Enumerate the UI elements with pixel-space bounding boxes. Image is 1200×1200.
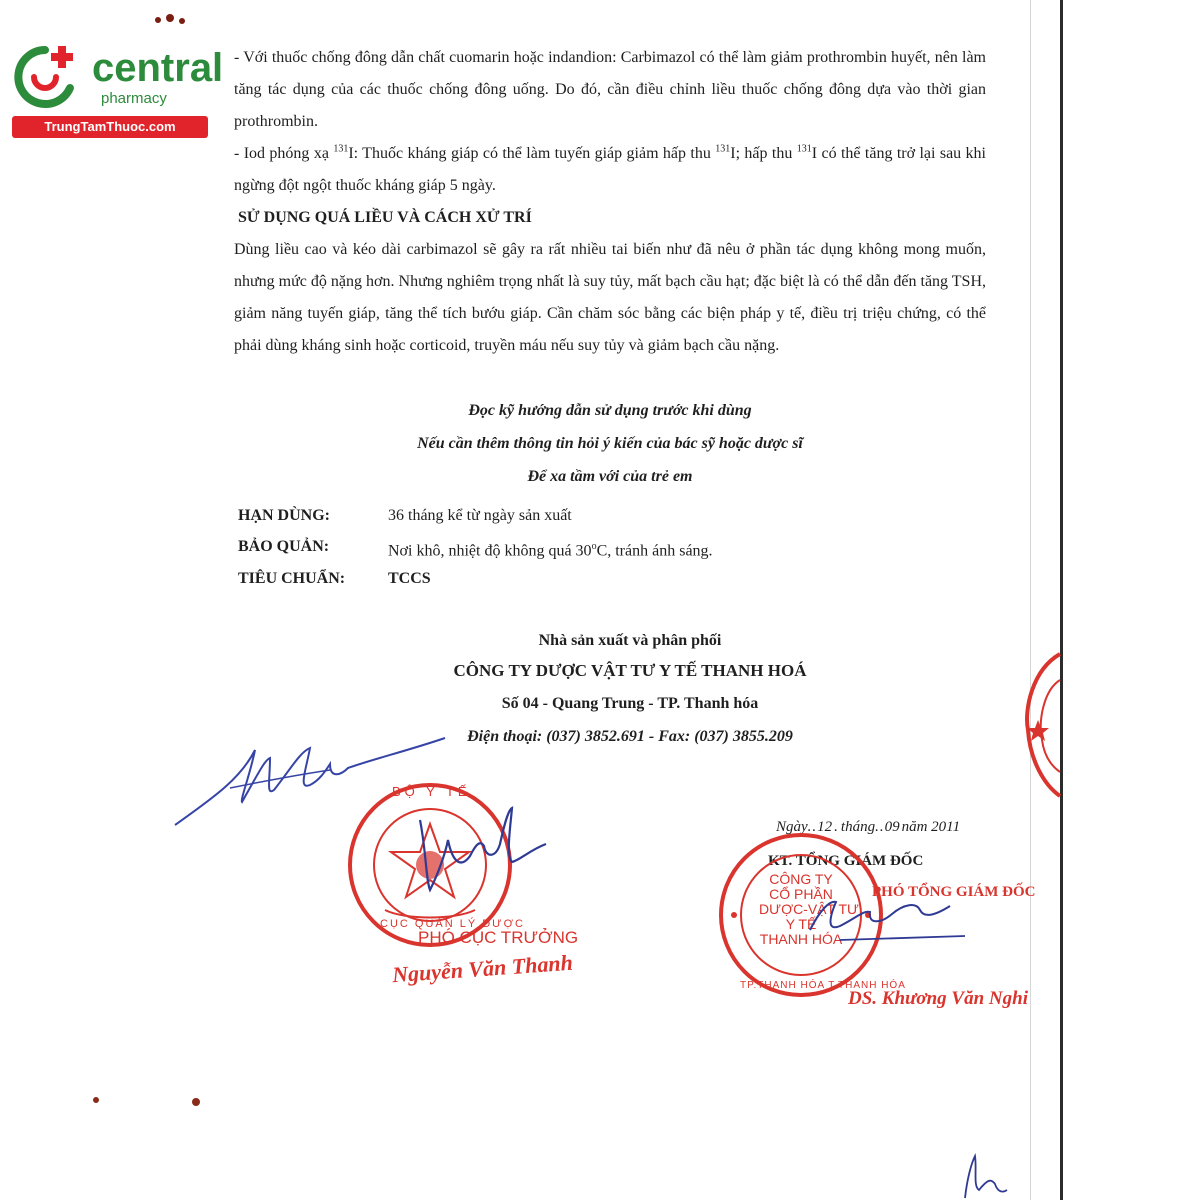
company-signature [800, 880, 970, 950]
bureau-name: Nguyễn Văn Thanh [391, 949, 574, 988]
company-stamp-ring-text: TP.THANH HÓA T.THANH HÓA [740, 980, 906, 991]
radioiodine-text-c: I; hấp thu [730, 145, 797, 162]
isotope-sup-3: 131 [796, 143, 812, 155]
deputy-title: PHÓ TỔNG GIÁM ĐỐC [872, 884, 1036, 900]
notice-keep-away-children: Để xa tầm với của trẻ em [527, 468, 693, 485]
date-dots-2: .. [875, 819, 885, 835]
logo-name: central [92, 46, 224, 90]
manufacturer-address: Số 04 - Quang Trung - TP. Thanh hóa [501, 695, 759, 712]
degree-sup: o [591, 541, 597, 552]
bottom-ink-mark [955, 1150, 1015, 1200]
isotope-sup-1: 131 [333, 143, 349, 155]
notice-ask-doctor: Nếu cần thêm thông tin hỏi ý kiến của bác sỹ hoặc dược sĩ [417, 435, 803, 452]
page-shadow-line [1030, 0, 1031, 1200]
radioiodine-text-a: - Iod phóng xạ [234, 145, 334, 162]
expiry-label: HẠN DÙNG: [238, 507, 330, 524]
storage-label: BẢO QUẢN: [238, 538, 330, 555]
date-day: 12 [817, 819, 833, 835]
pharmacy-cross-icon [12, 44, 78, 110]
scan-speck-marks-bottom [90, 1090, 210, 1110]
expiry-value: 36 tháng kể từ ngày sản xuất [388, 507, 572, 524]
partial-edge-stamp [1022, 650, 1062, 800]
date-month: 09 [884, 819, 900, 835]
month-word: tháng [840, 819, 876, 835]
scan-speck-marks [150, 10, 200, 30]
date-dots-1: .. [807, 819, 818, 835]
radioiodine-text-d: I có thể tăng trở lại sau khi ngừng đột ngột thuốc kháng giáp 5 ngày. [234, 145, 987, 194]
company-stamp-line: THANH HÓA [759, 931, 843, 947]
storage-value [388, 536, 713, 562]
isotope-sup-2: 131 [715, 143, 731, 155]
manufacturer-intro: Nhà sản xuất và phân phối [538, 632, 722, 649]
company-stamp-line: Y TẾ [785, 916, 817, 932]
manufacturer-phone-fax: Điện thoại: (037) 3852.691 - Fax: (037) 3855.209 [467, 728, 793, 745]
company-stamp-line: CỔ PHẦN [769, 886, 833, 902]
standard-value: TCCS [388, 570, 431, 587]
overdose-body: Dùng liều cao và kéo dài carbimazol sẽ gây ra rất nhiều tai biến như đã nêu ở phần tác dụng không mong muốn, nhưng mức độ nặng hơn. Nhưng nghiêm trọng nhất là suy tủy, mất bạch cầu hạt; đặc biệt là có thể dẫn đến tăng TSH, giảm năng tuyến giáp, tăng thể tích bướu giáp. Cần chăm sóc bằng các biện pháp y tế, điều trị triệu chứng, có thể phải dùng kháng sinh hoặc corticoid, truyền máu nếu suy tủy và giảm bạch cầu nặng. [234, 241, 986, 354]
standard-label: TIÊU CHUẨN: [238, 570, 346, 587]
logo-url: TrungTamThuoc.com [44, 119, 176, 134]
logo-subtitle: pharmacy [101, 90, 167, 107]
interaction-anticoagulant: - Với thuốc chống đông dẫn chất cuomarin hoặc indandion: Carbimazol có thể làm giảm prothrombin huyết, nên làm tăng tác dụng của các thuốc chống đông uống. Do đó, cần điều chỉnh liều thuốc chống đông dựa vào thời gian prothrombin. [234, 49, 986, 130]
central-pharmacy-logo[interactable] [12, 38, 224, 138]
date-word: Ngày [776, 819, 808, 835]
radioiodine-text-b: I: Thuốc kháng giáp có thể làm tuyến giáp giảm hấp thu [348, 145, 716, 162]
company-stamp-line: CÔNG TY [769, 871, 833, 887]
company-stamp-line: DƯỢC-VẬT TƯ [759, 901, 859, 917]
deputy-name: DS. Khương Văn Nghi [848, 988, 1028, 1009]
interaction-radioiodine [234, 138, 986, 202]
page-edge-line [1060, 0, 1063, 1200]
storage-value-b: C, tránh ánh sáng. [596, 542, 713, 560]
director-title: KT. TỔNG GIÁM ĐỐC [768, 853, 924, 869]
bureau-signature [400, 800, 550, 910]
bureau-title: PHÓ CỤC TRƯỞNG [418, 928, 579, 947]
manufacturer-company: CÔNG TY DƯỢC VẬT TƯ Y TẾ THANH HOÁ [453, 661, 807, 680]
overdose-heading: SỬ DỤNG QUÁ LIỀU VÀ CÁCH XỬ TRÍ [238, 209, 532, 226]
bureau-stamp-top-text: BỘ Y TẾ [392, 784, 471, 799]
approval-date: Ngày..12 . tháng..09 năm 2011 [776, 819, 961, 835]
bureau-stamp-bottom-text: CỤC QUẢN LÝ DƯỢC [380, 918, 525, 930]
notice-read-instructions: Đọc kỹ hướng dẫn sử dụng trước khi dùng [468, 402, 752, 419]
year-text: năm 2011 [901, 819, 961, 835]
storage-value-a: Nơi khô, nhiệt độ không quá 30 [388, 542, 592, 560]
